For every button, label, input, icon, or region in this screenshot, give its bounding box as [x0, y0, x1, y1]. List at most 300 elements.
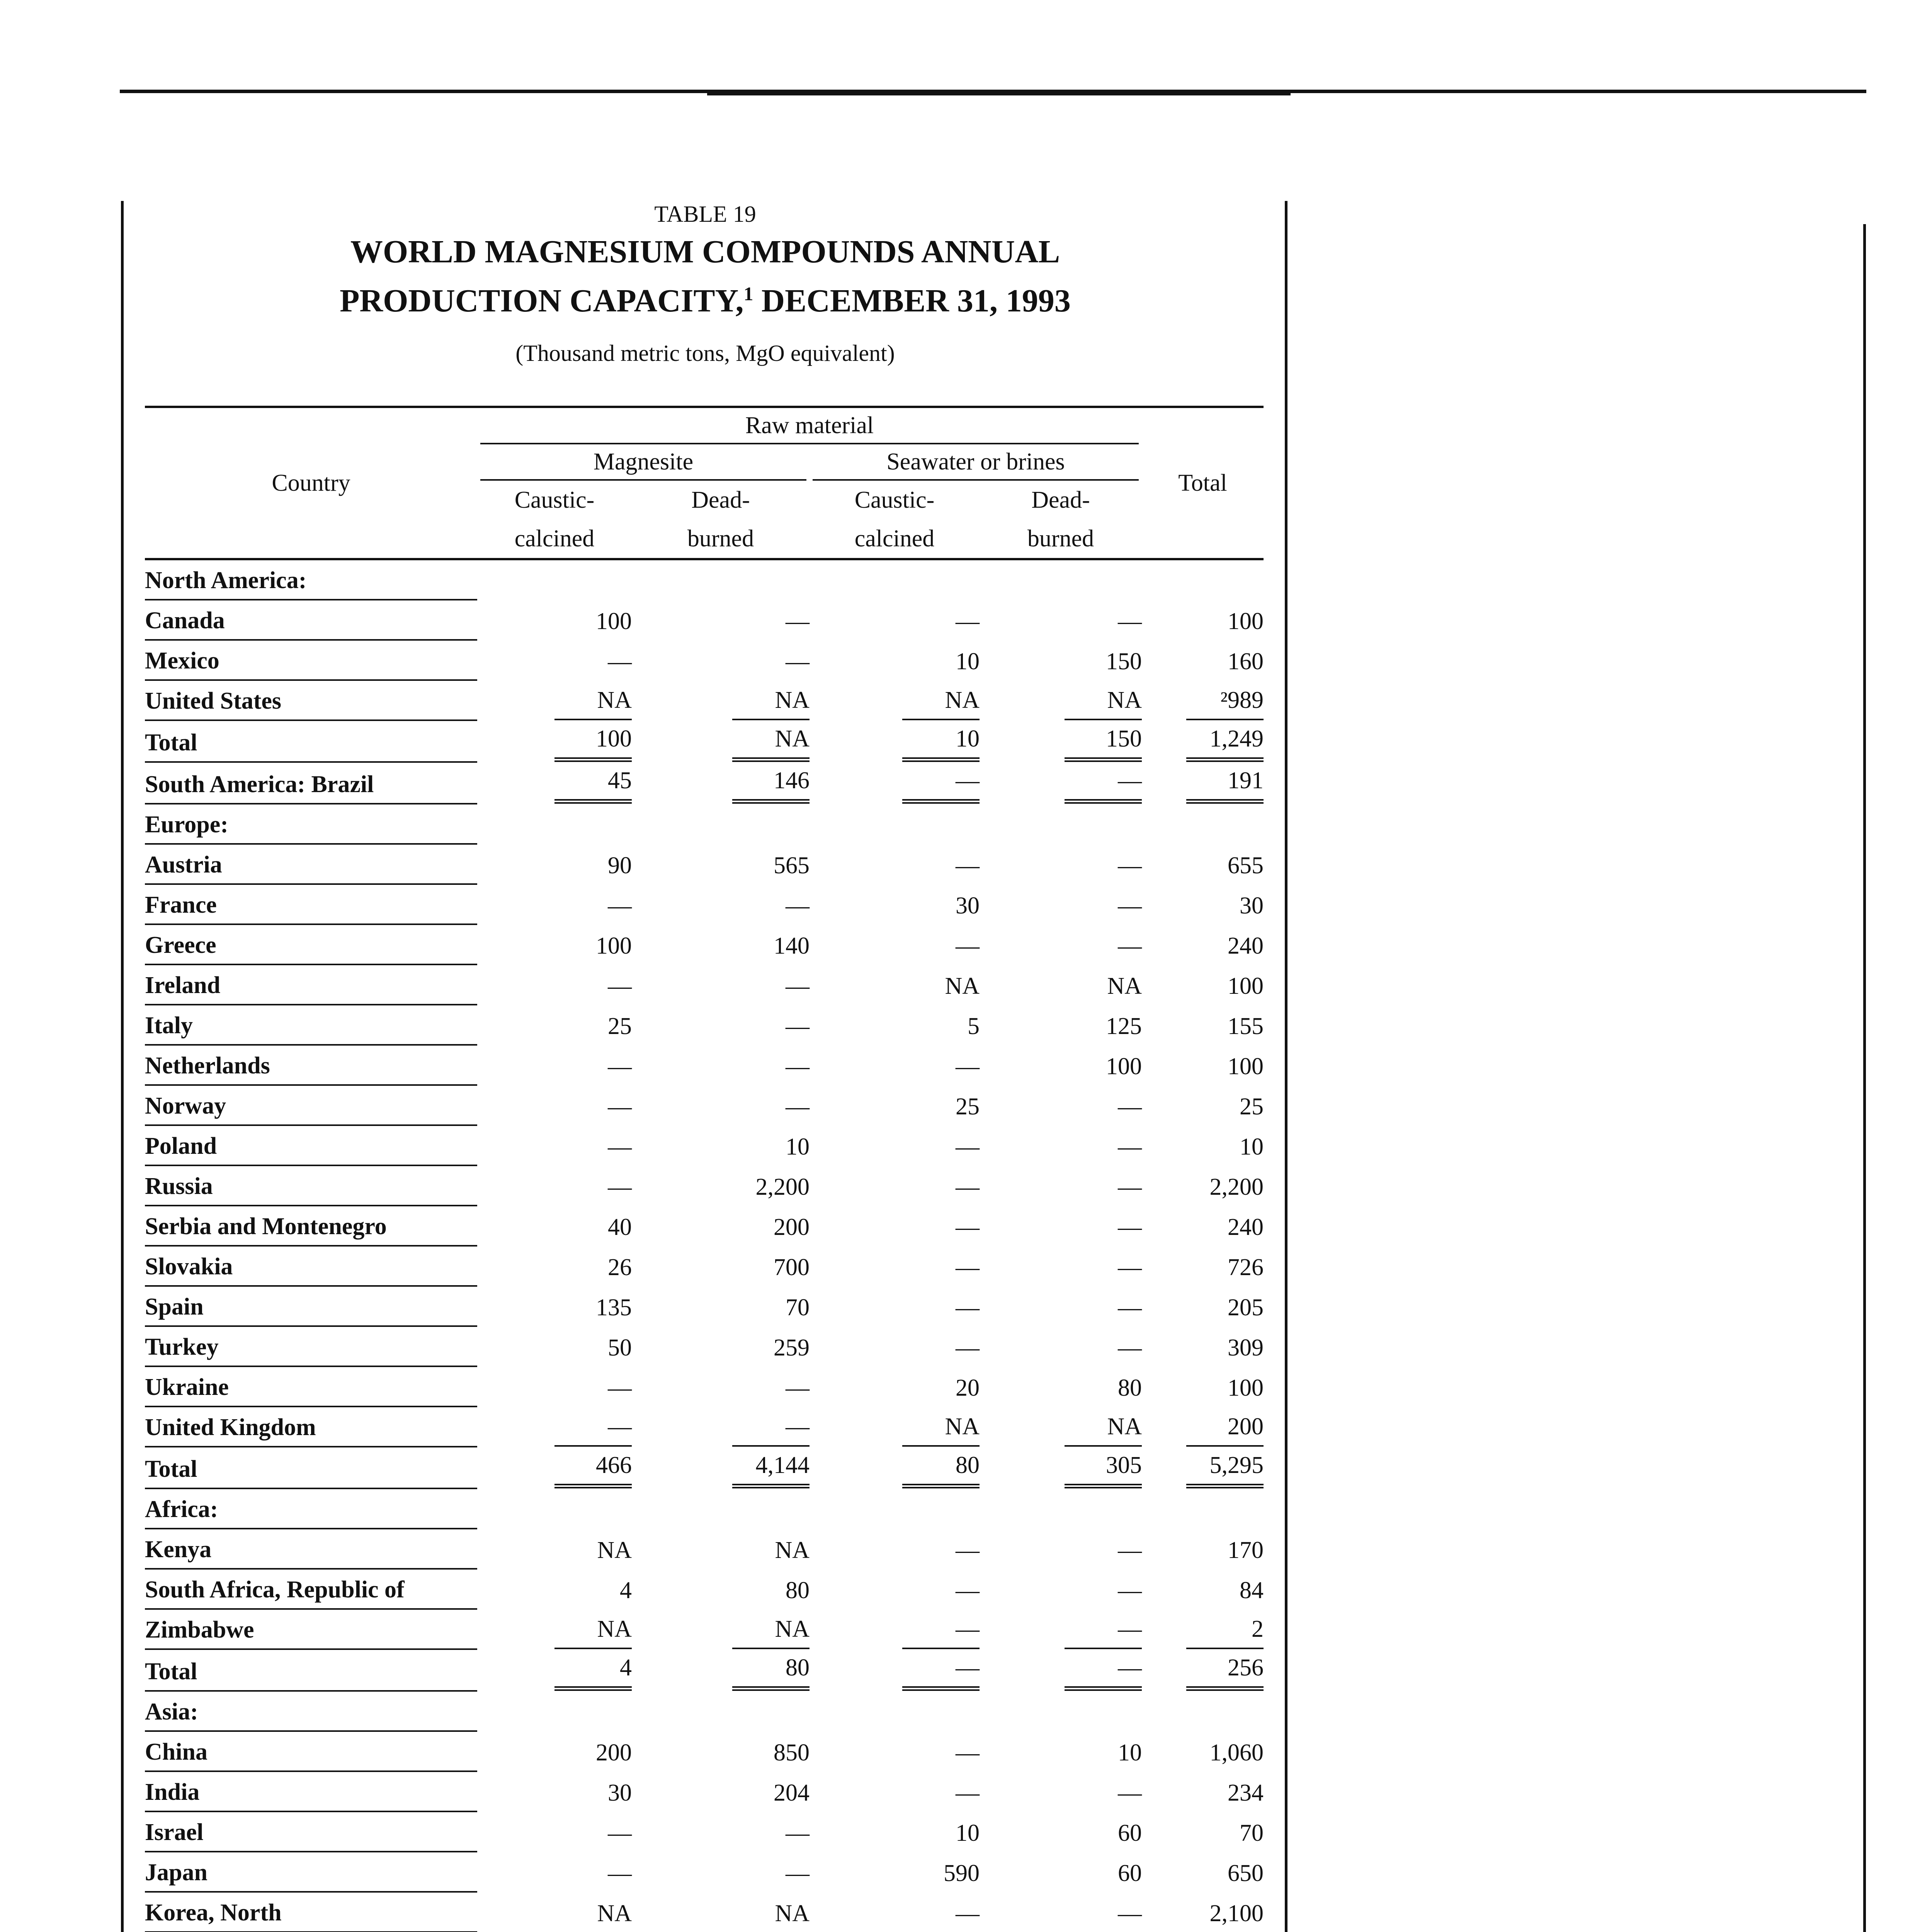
table-row	[145, 1609, 1264, 1649]
cell-text: —	[786, 1013, 810, 1039]
cell-text: 305	[1065, 1447, 1142, 1488]
cell-text: —	[902, 1611, 980, 1649]
left-column-rule	[121, 201, 124, 1932]
cell-text: —	[956, 1740, 980, 1766]
cell-text: 25	[956, 1094, 980, 1120]
row-label: Spain	[145, 1286, 477, 1326]
row-label: Ireland	[145, 964, 477, 1005]
cell-text: NA	[902, 682, 980, 720]
cell-text: 146	[732, 762, 810, 804]
cell-text: 70	[1240, 1820, 1264, 1846]
country-header: Country	[145, 407, 477, 559]
seawater-caustic-header	[810, 481, 980, 559]
cell-value	[1142, 1206, 1264, 1246]
cell-text: 45	[554, 762, 632, 804]
row-label: Serbia and Montenegro	[145, 1206, 477, 1246]
cell-value	[1142, 640, 1264, 680]
cell-value	[810, 1206, 980, 1246]
cell-text: 100	[1228, 1053, 1264, 1080]
cell-text: 10	[956, 648, 980, 675]
cell-text: 191	[1186, 762, 1264, 804]
cell-text: 2,100	[1209, 1900, 1264, 1927]
table-row	[145, 1085, 1264, 1125]
cell-text: 150	[1065, 720, 1142, 762]
cell-text: 25	[608, 1013, 632, 1039]
cell-text: 700	[774, 1254, 810, 1281]
cell-value	[632, 1731, 810, 1771]
cell-value	[980, 1085, 1142, 1125]
cell-value	[477, 1005, 632, 1045]
table-row	[145, 1892, 1264, 1932]
cell-value	[810, 1326, 980, 1366]
cell-text: 5	[968, 1013, 980, 1039]
cell-text: NA	[945, 973, 980, 999]
cell-value	[477, 1609, 632, 1649]
cell-value	[810, 1811, 980, 1852]
table-row	[145, 804, 1264, 844]
cell-value	[632, 1771, 810, 1811]
table-row	[145, 1326, 1264, 1366]
row-label: Norway	[145, 1085, 477, 1125]
cell-text: 2	[1186, 1611, 1264, 1649]
magnesite-header	[477, 444, 810, 481]
cell-value	[810, 1165, 980, 1206]
cell-text: —	[786, 1053, 810, 1080]
cell-value	[632, 1649, 810, 1691]
cell-value	[632, 1811, 810, 1852]
cell-text: 466	[554, 1447, 632, 1488]
cell-value	[810, 1771, 980, 1811]
row-label: India	[145, 1771, 477, 1811]
cell-value	[477, 1286, 632, 1326]
cell-value	[477, 762, 632, 804]
footnote-marker: 1	[743, 283, 753, 304]
cell-value	[1142, 964, 1264, 1005]
row-label: Total	[145, 1649, 477, 1691]
cell-text: 80	[902, 1447, 980, 1488]
cell-text: NA	[1107, 973, 1142, 999]
cell-text: —	[786, 1820, 810, 1846]
cell-value	[810, 1286, 980, 1326]
cell-value	[632, 720, 810, 762]
cell-value	[810, 1892, 980, 1932]
cell-text: —	[1118, 893, 1142, 919]
raw-material-label: Raw material	[480, 408, 1139, 444]
cell-value	[477, 804, 632, 844]
raw-material-header	[477, 407, 1142, 444]
cell-value	[1142, 559, 1264, 600]
cell-value	[980, 924, 1142, 964]
cell-value	[810, 1447, 980, 1488]
cell-value	[1142, 1529, 1264, 1569]
cell-text: NA	[1065, 1408, 1142, 1447]
row-label: Canada	[145, 600, 477, 640]
cell-text: —	[608, 648, 632, 675]
cell-text: 1,060	[1209, 1740, 1264, 1766]
cell-value	[810, 1529, 980, 1569]
cell-text: —	[1118, 1537, 1142, 1563]
cell-text: 160	[1228, 648, 1264, 675]
cell-value	[1142, 1609, 1264, 1649]
cell-text: —	[786, 893, 810, 919]
cell-text: 10	[956, 1820, 980, 1846]
cell-value	[810, 1609, 980, 1649]
table-row	[145, 640, 1264, 680]
cell-value	[477, 1406, 632, 1447]
seawater-header	[810, 444, 1142, 481]
cell-text: 650	[1228, 1860, 1264, 1886]
cell-value	[632, 1206, 810, 1246]
cell-text: 135	[596, 1294, 632, 1321]
table-row	[145, 559, 1264, 600]
row-label: Zimbabwe	[145, 1609, 477, 1649]
table-row	[145, 1731, 1264, 1771]
cell-value	[980, 1771, 1142, 1811]
cell-value	[810, 1045, 980, 1085]
cell-text: —	[786, 648, 810, 675]
cell-text: —	[1118, 608, 1142, 634]
cell-value	[477, 1085, 632, 1125]
cell-value	[810, 762, 980, 804]
cell-value	[477, 844, 632, 884]
cell-text: —	[956, 1537, 980, 1563]
cell-value	[632, 1125, 810, 1165]
cell-value	[1142, 1488, 1264, 1529]
cell-text: NA	[554, 682, 632, 720]
table-title-line2	[147, 273, 1264, 322]
cell-value	[477, 1206, 632, 1246]
cell-text: —	[608, 1174, 632, 1200]
cell-value	[477, 1529, 632, 1569]
cell-value	[477, 1649, 632, 1691]
cell-text: 80	[732, 1649, 810, 1691]
cell-value	[477, 640, 632, 680]
cell-value	[632, 1045, 810, 1085]
cell-value	[632, 1447, 810, 1488]
row-label: North America:	[145, 559, 477, 600]
right-column-rule	[1863, 224, 1866, 1932]
row-label: United Kingdom	[145, 1406, 477, 1447]
cell-value	[1142, 1005, 1264, 1045]
cell-value	[477, 1165, 632, 1206]
cell-text: NA	[732, 682, 810, 720]
cell-value	[980, 762, 1142, 804]
cell-value	[1142, 1852, 1264, 1892]
cell-value	[980, 1286, 1142, 1326]
cell-text: 140	[774, 933, 810, 959]
row-label: Slovakia	[145, 1246, 477, 1286]
cell-text: 309	[1228, 1335, 1264, 1361]
cell-value	[632, 964, 810, 1005]
cell-text: —	[1118, 1577, 1142, 1604]
cell-text: 2,200	[1209, 1174, 1264, 1200]
cell-text: —	[1118, 1335, 1142, 1361]
cell-value	[477, 1731, 632, 1771]
cell-value	[810, 1246, 980, 1286]
cell-text: —	[786, 608, 810, 634]
cell-value	[810, 804, 980, 844]
cell-value	[477, 1125, 632, 1165]
cell-value	[632, 1366, 810, 1406]
cell-value	[980, 1529, 1142, 1569]
cell-value	[980, 600, 1142, 640]
cell-value	[810, 1731, 980, 1771]
header-line: Dead-	[1031, 487, 1090, 513]
cell-value	[810, 640, 980, 680]
total-header: Total	[1142, 407, 1264, 559]
cell-text: —	[1118, 933, 1142, 959]
row-label: Greece	[145, 924, 477, 964]
row-label: Russia	[145, 1165, 477, 1206]
cell-value	[1142, 1286, 1264, 1326]
cell-text: —	[902, 1649, 980, 1691]
table-title-line1: WORLD MAGNESIUM COMPOUNDS ANNUAL	[350, 234, 1060, 270]
cell-value	[980, 720, 1142, 762]
cell-value	[1142, 844, 1264, 884]
cell-value	[477, 884, 632, 924]
cell-value	[980, 804, 1142, 844]
cell-value	[1142, 924, 1264, 964]
cell-value	[632, 1691, 810, 1731]
cell-value	[632, 1326, 810, 1366]
cell-value	[980, 844, 1142, 884]
cell-text: 726	[1228, 1254, 1264, 1281]
cell-value	[632, 1005, 810, 1045]
cell-value	[632, 762, 810, 804]
cell-text: —	[956, 1214, 980, 1240]
cell-value	[810, 1649, 980, 1691]
cell-text: —	[1118, 1174, 1142, 1200]
cell-text: —	[1118, 1134, 1142, 1160]
cell-text: 26	[608, 1254, 632, 1281]
cell-text: 80	[786, 1577, 810, 1604]
cell-value	[632, 1286, 810, 1326]
row-label: South Africa, Republic of	[145, 1569, 477, 1609]
cell-value	[810, 964, 980, 1005]
table-row	[145, 1045, 1264, 1085]
cell-text: —	[1065, 1649, 1142, 1691]
cell-value	[980, 1246, 1142, 1286]
cell-value	[1142, 762, 1264, 804]
cell-value	[980, 1649, 1142, 1691]
table-label: TABLE 19	[654, 201, 756, 227]
cell-text: 30	[608, 1780, 632, 1806]
cell-text: 200	[774, 1214, 810, 1240]
cell-text: 5,295	[1186, 1447, 1264, 1488]
cell-text: 150	[1106, 648, 1142, 675]
table-row	[145, 1125, 1264, 1165]
row-label: China	[145, 1731, 477, 1771]
cell-value	[1142, 1892, 1264, 1932]
table-row	[145, 1529, 1264, 1569]
table-row	[145, 1406, 1264, 1447]
cell-value	[477, 1045, 632, 1085]
cell-text: 200	[596, 1740, 632, 1766]
table-row	[145, 1005, 1264, 1045]
cell-value	[1142, 1691, 1264, 1731]
cell-text: —	[956, 1335, 980, 1361]
table-row	[145, 1366, 1264, 1406]
cell-value	[1142, 1045, 1264, 1085]
cell-value	[632, 640, 810, 680]
cell-value	[810, 1691, 980, 1731]
cell-text: —	[608, 893, 632, 919]
cell-value	[810, 924, 980, 964]
cell-text: —	[956, 608, 980, 634]
cell-value	[810, 720, 980, 762]
cell-value	[810, 1005, 980, 1045]
cell-value	[810, 884, 980, 924]
cell-text: NA	[1065, 682, 1142, 720]
cell-text: NA	[775, 1537, 810, 1563]
cell-value	[477, 1488, 632, 1529]
table-row	[145, 1691, 1264, 1731]
cell-value	[980, 680, 1142, 720]
table-row	[145, 762, 1264, 804]
table-row	[145, 1447, 1264, 1488]
cell-text: 2,200	[755, 1174, 810, 1200]
row-label: Total	[145, 720, 477, 762]
cell-value	[980, 884, 1142, 924]
cell-value	[1142, 1326, 1264, 1366]
table-units: (Thousand metric tons, MgO equivalent)	[515, 340, 895, 366]
cell-value	[1142, 884, 1264, 924]
cell-value	[477, 1366, 632, 1406]
cell-value	[477, 1892, 632, 1932]
row-label: Israel	[145, 1811, 477, 1852]
cell-text: 155	[1228, 1013, 1264, 1039]
cell-text: —	[608, 1134, 632, 1160]
cell-text: 30	[956, 893, 980, 919]
cell-value	[477, 964, 632, 1005]
seawater-label: Seawater or brines	[813, 444, 1139, 481]
cell-value	[810, 1488, 980, 1529]
cell-text: —	[732, 1408, 810, 1447]
cell-value	[1142, 720, 1264, 762]
magnesite-caustic-header	[477, 481, 632, 559]
cell-text: 1,249	[1186, 720, 1264, 762]
cell-value	[632, 1085, 810, 1125]
cell-text: —	[1118, 1294, 1142, 1321]
cell-text: 60	[1118, 1820, 1142, 1846]
cell-value	[477, 600, 632, 640]
cell-text: —	[608, 1375, 632, 1401]
cell-value	[477, 1691, 632, 1731]
cell-text: —	[956, 1254, 980, 1281]
cell-text: NA	[597, 1900, 632, 1927]
cell-value	[810, 844, 980, 884]
table-row	[145, 844, 1264, 884]
table-row	[145, 924, 1264, 964]
cell-text: —	[786, 1860, 810, 1886]
cell-value	[632, 1246, 810, 1286]
cell-value	[980, 1326, 1142, 1366]
row-label: United States	[145, 680, 477, 720]
cell-text: —	[786, 1375, 810, 1401]
cell-text: 850	[774, 1740, 810, 1766]
row-label: South America: Brazil	[145, 762, 477, 804]
cell-text: NA	[732, 720, 810, 762]
cell-value	[477, 924, 632, 964]
cell-value	[1142, 1447, 1264, 1488]
table-row	[145, 1771, 1264, 1811]
cell-text: 50	[608, 1335, 632, 1361]
cell-value	[1142, 1406, 1264, 1447]
cell-text: —	[956, 1294, 980, 1321]
header-line: burned	[1027, 526, 1094, 552]
cell-text: NA	[554, 1611, 632, 1649]
cell-text: 590	[944, 1860, 980, 1886]
cell-text: 10	[1240, 1134, 1264, 1160]
cell-value	[980, 1811, 1142, 1852]
cell-text: 30	[1240, 893, 1264, 919]
cell-value	[632, 1406, 810, 1447]
cell-value	[632, 1892, 810, 1932]
cell-value	[810, 1366, 980, 1406]
cell-value	[632, 559, 810, 600]
cell-text: 100	[596, 933, 632, 959]
cell-value	[632, 1488, 810, 1529]
table-body	[145, 559, 1264, 1932]
cell-value	[1142, 1246, 1264, 1286]
cell-text: 205	[1228, 1294, 1264, 1321]
table-row	[145, 1246, 1264, 1286]
cell-value	[810, 680, 980, 720]
header-line: calcined	[514, 526, 595, 552]
title-text: PRODUCTION CAPACITY,	[340, 283, 744, 319]
cell-value	[477, 1447, 632, 1488]
cell-value	[1142, 1125, 1264, 1165]
cell-text: 10	[902, 720, 980, 762]
header-line: Dead-	[691, 487, 750, 513]
cell-value	[477, 1326, 632, 1366]
cell-value	[980, 640, 1142, 680]
table-row	[145, 1649, 1264, 1691]
cell-text: 100	[1228, 973, 1264, 999]
cell-value	[632, 680, 810, 720]
capacity-table-grid	[145, 406, 1264, 1932]
cell-text: —	[956, 1577, 980, 1604]
cell-text: 60	[1118, 1860, 1142, 1886]
cell-text: 200	[1186, 1408, 1264, 1447]
cell-text: —	[608, 1820, 632, 1846]
cell-text: 256	[1186, 1649, 1264, 1691]
cell-value	[477, 1771, 632, 1811]
row-label: Japan	[145, 1852, 477, 1892]
cell-text: —	[902, 762, 980, 804]
cell-text: —	[956, 1174, 980, 1200]
cell-value	[980, 559, 1142, 600]
row-label: Italy	[145, 1005, 477, 1045]
cell-text: 25	[1240, 1094, 1264, 1120]
cell-value	[477, 1852, 632, 1892]
table-row	[145, 720, 1264, 762]
cell-value	[980, 1447, 1142, 1488]
row-label: Kenya	[145, 1529, 477, 1569]
row-label: Netherlands	[145, 1045, 477, 1085]
cell-text: —	[608, 973, 632, 999]
row-label: Poland	[145, 1125, 477, 1165]
cell-text: 20	[956, 1375, 980, 1401]
cell-text: 125	[1106, 1013, 1142, 1039]
cell-text: 90	[608, 852, 632, 879]
cell-value	[980, 1366, 1142, 1406]
cell-text: 100	[1228, 608, 1264, 634]
cell-value	[477, 680, 632, 720]
row-label: Europe:	[145, 804, 477, 844]
cell-value	[980, 1125, 1142, 1165]
table-row	[145, 600, 1264, 640]
